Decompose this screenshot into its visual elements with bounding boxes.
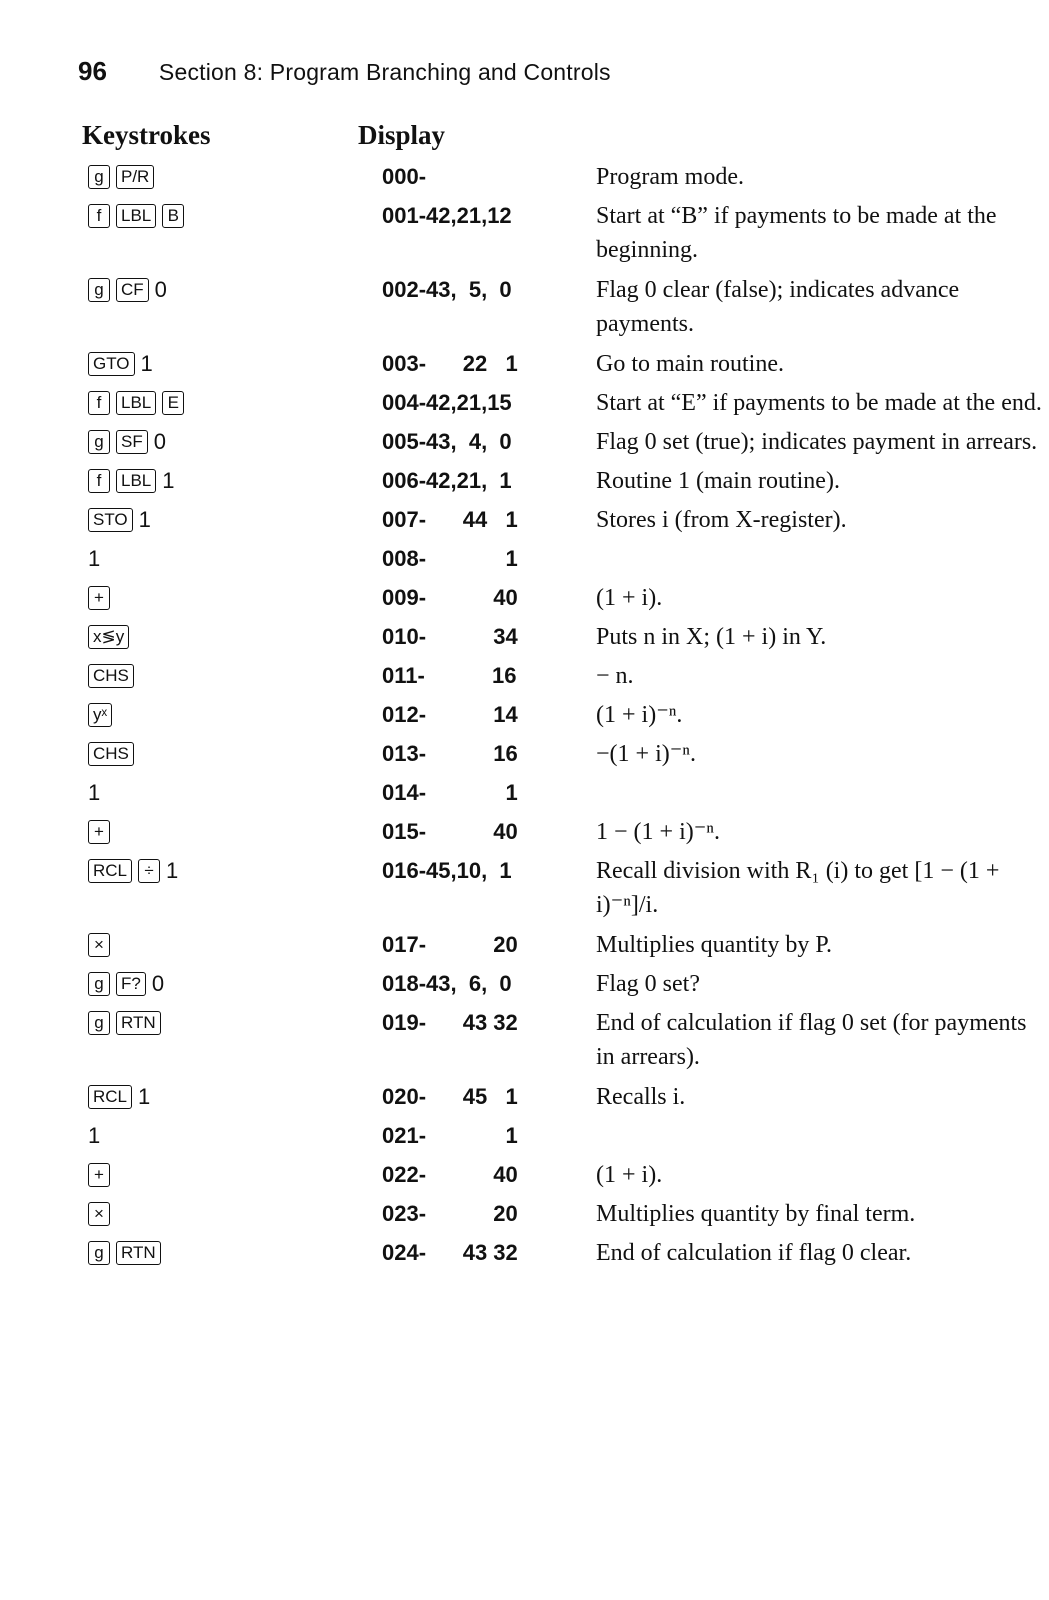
key-cap: g xyxy=(88,278,110,302)
key-cap: P/R xyxy=(116,165,154,189)
listing-row xyxy=(0,1236,1049,1270)
keystrokes-cell xyxy=(0,581,300,615)
display-cell: 001-42,21,12 xyxy=(382,203,512,228)
section-title: Section 8: Program Branching and Controls xyxy=(158,59,611,85)
key-cap: E xyxy=(162,391,184,415)
display-cell: 015- 40 xyxy=(382,819,518,844)
display-cell: 008- 1 xyxy=(382,546,518,571)
key-digit: 0 xyxy=(153,429,166,454)
display-cell: 000- xyxy=(382,164,427,189)
key-cap: + xyxy=(88,820,110,844)
description-cell: (1 + i)⁻ⁿ. xyxy=(596,702,683,728)
listing-row xyxy=(0,1158,1049,1192)
keystrokes-cell xyxy=(0,386,300,420)
description-cell: Recall division with R₁ (i) to get [1 − (1 + i)⁻ⁿ]/i. xyxy=(596,858,1000,918)
listing-row xyxy=(0,1197,1049,1231)
key-digit: 1 xyxy=(88,546,101,571)
keystrokes-cell xyxy=(0,1119,300,1153)
listing-row xyxy=(0,1006,1049,1074)
key-cap: STO xyxy=(88,508,133,532)
description-cell: Flag 0 set (true); indicates payment in arrears. xyxy=(596,429,1038,455)
description-cell xyxy=(518,542,1049,576)
display-cell: 003- 22 1 xyxy=(382,351,518,376)
key-cap: RCL xyxy=(88,1085,132,1109)
key-cap: g xyxy=(88,1011,110,1035)
listing-row xyxy=(0,581,1049,615)
key-digit: 1 xyxy=(138,507,151,532)
key-cap: f xyxy=(88,469,110,493)
description-cell: 1 − (1 + i)⁻ⁿ. xyxy=(596,819,720,845)
display-cell: 010- 34 xyxy=(382,624,518,649)
key-cap: ÷ xyxy=(138,859,160,883)
listing-row xyxy=(0,160,1049,194)
listing-row xyxy=(0,542,1049,576)
description-cell: − n. xyxy=(596,663,634,689)
display-cell: 022- 40 xyxy=(382,1162,518,1187)
key-cap: RTN xyxy=(116,1011,161,1035)
key-digit: 1 xyxy=(140,351,153,376)
display-column-header: Display xyxy=(358,120,446,150)
key-cap: + xyxy=(88,586,110,610)
description-cell: Flag 0 clear (false); indicates advance payments. xyxy=(596,277,960,337)
key-digit: 0 xyxy=(154,277,167,302)
key-digit: 1 xyxy=(88,1123,101,1148)
description-cell: Puts n in X; (1 + i) in Y. xyxy=(596,624,827,650)
listing-row xyxy=(0,737,1049,771)
description-cell: Stores i (from X-register). xyxy=(596,507,847,533)
key-cap: × xyxy=(88,1202,110,1226)
description-cell: Multiplies quantity by final term. xyxy=(596,1201,916,1227)
display-cell: 016-45,10, 1 xyxy=(382,858,512,883)
description-cell: Start at “B” if payments to be made at the beginning. xyxy=(596,203,997,263)
listing-row xyxy=(0,199,1049,267)
keystrokes-cell xyxy=(0,464,300,498)
keystrokes-cell xyxy=(0,928,300,962)
key-cap: g xyxy=(88,1241,110,1265)
listing-row xyxy=(0,815,1049,849)
keystrokes-cell xyxy=(0,542,300,576)
display-cell: 012- 14 xyxy=(382,702,518,727)
listing-row xyxy=(0,464,1049,498)
key-digit: 1 xyxy=(138,1084,151,1109)
keystrokes-cell xyxy=(0,1158,300,1192)
listing-row xyxy=(0,967,1049,1001)
keystrokes-cell xyxy=(0,273,300,307)
display-cell: 006-42,21, 1 xyxy=(382,468,512,493)
description-cell xyxy=(518,776,1049,810)
display-cell: 007- 44 1 xyxy=(382,507,518,532)
key-cap: CF xyxy=(116,278,149,302)
keystrokes-cell xyxy=(0,776,300,810)
key-cap: f xyxy=(88,391,110,415)
description-cell: End of calculation if flag 0 clear. xyxy=(596,1240,912,1266)
keystrokes-cell xyxy=(0,815,300,849)
key-cap: × xyxy=(88,933,110,957)
key-cap: g xyxy=(88,165,110,189)
display-cell: 018-43, 6, 0 xyxy=(382,971,512,996)
page-header xyxy=(78,56,611,96)
keystrokes-cell xyxy=(0,1197,300,1231)
keystrokes-cell xyxy=(0,160,300,194)
description-cell: Start at “E” if payments to be made at the end. xyxy=(596,390,1042,416)
display-cell: 005-43, 4, 0 xyxy=(382,429,512,454)
description-cell: End of calculation if flag 0 set (for payments in arrears). xyxy=(596,1010,1027,1070)
display-cell: 021- 1 xyxy=(382,1123,518,1148)
listing-row xyxy=(0,1119,1049,1153)
display-cell: 013- 16 xyxy=(382,741,518,766)
display-cell: 014- 1 xyxy=(382,780,518,805)
key-digit: 1 xyxy=(166,858,179,883)
key-cap: g xyxy=(88,430,110,454)
description-cell: Program mode. xyxy=(596,164,744,190)
display-cell: 024- 43 32 xyxy=(382,1240,518,1265)
display-cell: 009- 40 xyxy=(382,585,518,610)
key-cap: CHS xyxy=(88,664,134,688)
key-cap: LBL xyxy=(116,469,156,493)
keystrokes-cell xyxy=(0,620,300,654)
description-cell: Routine 1 (main routine). xyxy=(596,468,840,494)
key-cap: RCL xyxy=(88,859,132,883)
key-cap: F? xyxy=(116,972,146,996)
display-cell: 017- 20 xyxy=(382,932,518,957)
key-cap: B xyxy=(162,204,184,228)
description-cell: Flag 0 set? xyxy=(596,971,700,997)
description-cell: Multiplies quantity by P. xyxy=(596,932,833,958)
display-cell: 002-43, 5, 0 xyxy=(382,277,512,302)
listing-row xyxy=(0,620,1049,654)
display-cell: 004-42,21,15 xyxy=(382,390,512,415)
keystrokes-cell xyxy=(0,199,300,233)
listing-row xyxy=(0,425,1049,459)
key-digit: 1 xyxy=(88,780,101,805)
listing-row xyxy=(0,503,1049,537)
keystrokes-cell xyxy=(0,698,300,732)
description-cell: (1 + i). xyxy=(596,585,663,611)
key-digit: 0 xyxy=(151,971,165,996)
listing-row xyxy=(0,928,1049,962)
key-cap: x≶y xyxy=(88,625,129,649)
keystrokes-cell xyxy=(0,967,300,1001)
key-cap: yˣ xyxy=(88,703,112,727)
description-cell xyxy=(518,1119,1049,1153)
description-cell: Go to main routine. xyxy=(596,351,784,377)
display-cell: 011- 16 xyxy=(382,663,517,688)
keystrokes-cell xyxy=(0,854,300,888)
key-cap: GTO xyxy=(88,352,135,376)
keystrokes-cell xyxy=(0,737,300,771)
keystrokes-cell xyxy=(0,1006,300,1040)
key-cap: g xyxy=(88,972,110,996)
keystrokes-cell xyxy=(0,425,300,459)
key-cap: SF xyxy=(116,430,148,454)
description-cell: Recalls i. xyxy=(596,1084,686,1110)
description-cell: −(1 + i)⁻ⁿ. xyxy=(596,741,696,767)
listing-row xyxy=(0,776,1049,810)
key-cap: + xyxy=(88,1163,110,1187)
display-cell: 023- 20 xyxy=(382,1201,518,1226)
keystrokes-cell xyxy=(0,503,300,537)
key-cap: LBL xyxy=(116,391,156,415)
display-cell: 020- 45 1 xyxy=(382,1084,518,1109)
keystrokes-column-header: Keystrokes xyxy=(82,120,211,150)
keystrokes-cell xyxy=(0,347,300,381)
keystrokes-cell xyxy=(0,659,300,693)
listing-row xyxy=(0,273,1049,341)
listing-row xyxy=(0,347,1049,381)
key-cap: CHS xyxy=(88,742,134,766)
page-number: 96 xyxy=(78,56,107,86)
description-cell: (1 + i). xyxy=(596,1162,663,1188)
key-cap: f xyxy=(88,204,110,228)
program-listing xyxy=(0,160,1049,1275)
listing-row xyxy=(0,386,1049,420)
key-cap: LBL xyxy=(116,204,156,228)
listing-row xyxy=(0,1080,1049,1114)
key-digit: 1 xyxy=(162,468,175,493)
keystrokes-cell xyxy=(0,1080,300,1114)
listing-row xyxy=(0,854,1049,922)
keystrokes-cell xyxy=(0,1236,300,1270)
key-cap: RTN xyxy=(116,1241,161,1265)
listing-row xyxy=(0,698,1049,732)
listing-row xyxy=(0,659,1049,693)
display-cell: 019- 43 32 xyxy=(382,1010,518,1035)
